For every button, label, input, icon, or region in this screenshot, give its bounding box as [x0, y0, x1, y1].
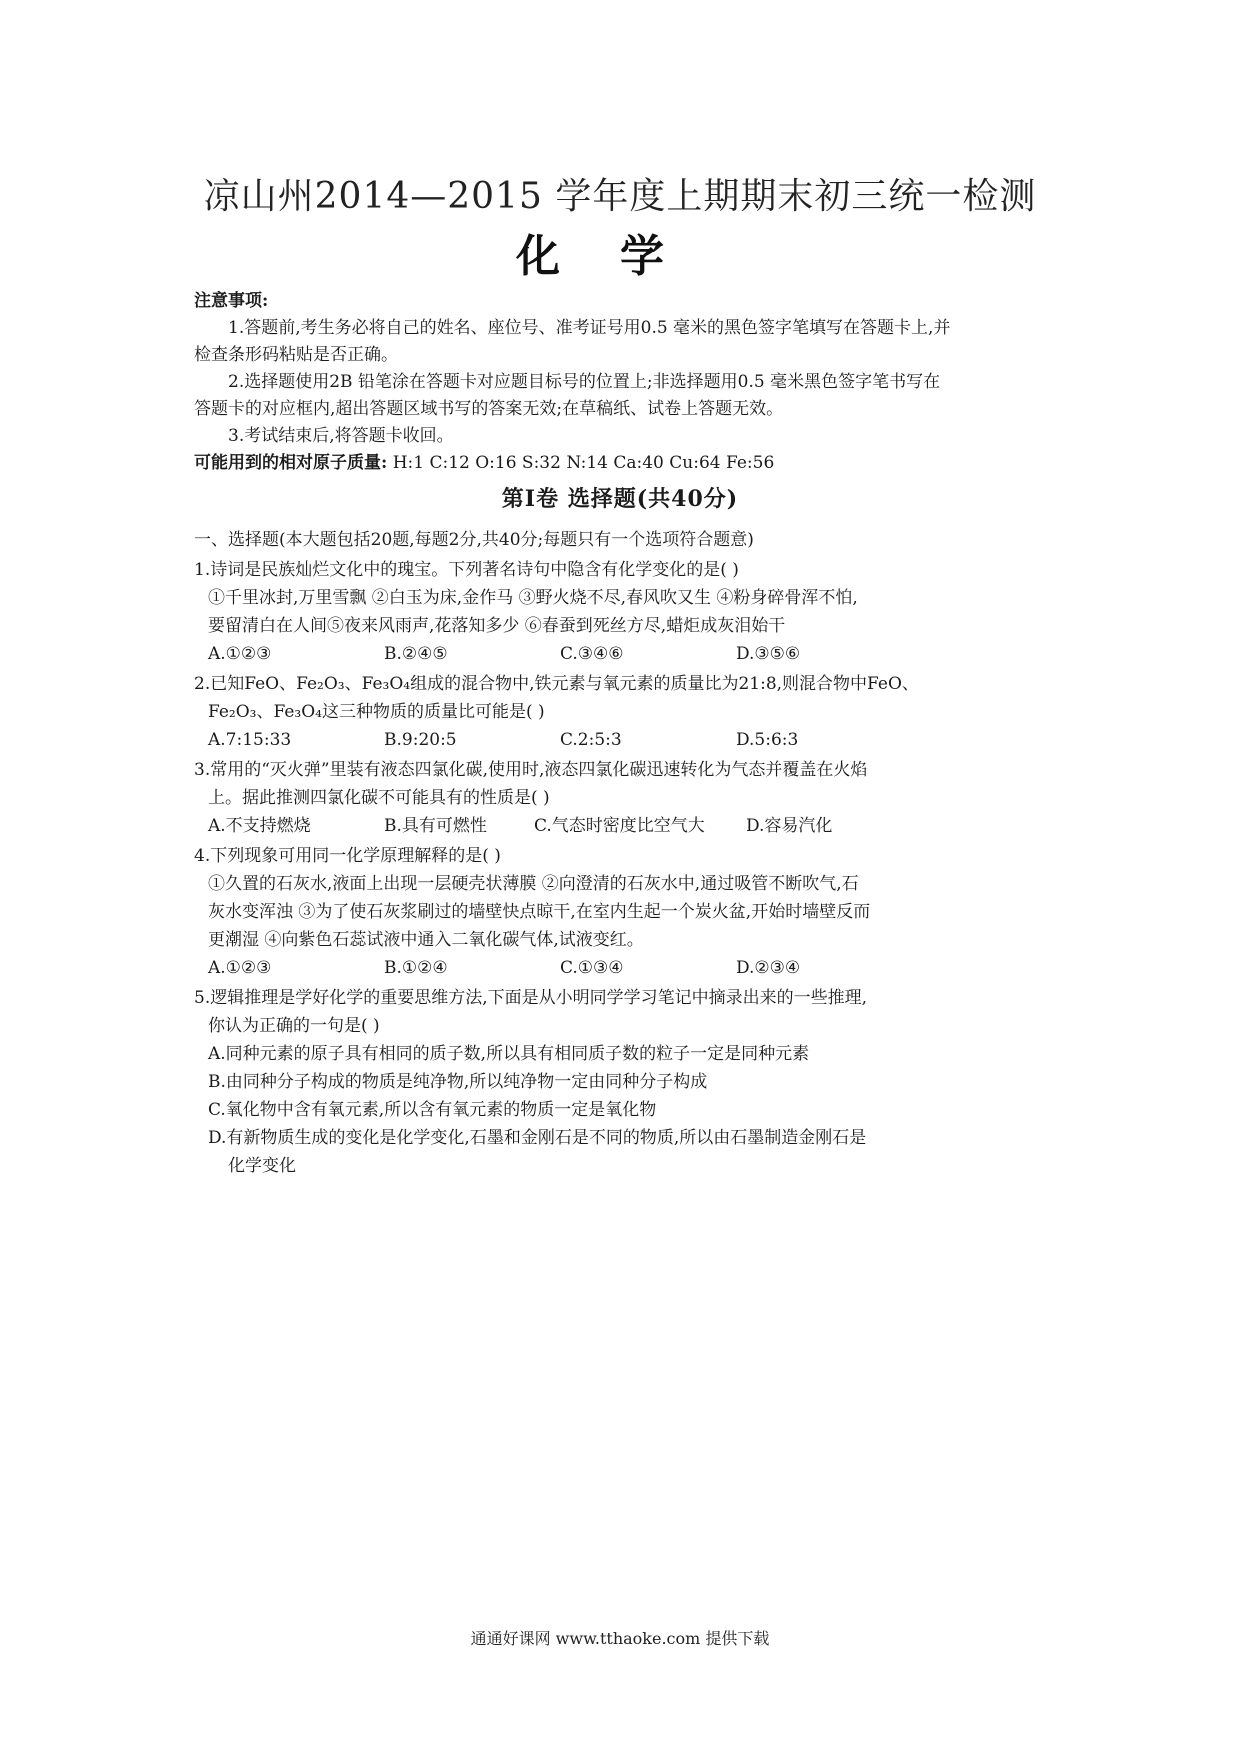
option-d: D.5:6:3: [736, 730, 799, 750]
option-c: C.①③④: [560, 958, 624, 978]
question-3-line: 上。据此推测四氯化碳不可能具有的性质是( ): [208, 788, 550, 808]
question-4-line: 更潮湿 ④向紫色石蕊试液中通入二氧化碳气体,试液变红。: [208, 930, 644, 950]
question-1-line: ①千里冰封,万里雪飘 ②白玉为床,金作马 ③野火烧不尽,春风吹又生 ④粉身碎骨浑不怕,: [208, 588, 858, 608]
notes-section: [194, 288, 954, 477]
question-4-options: [194, 954, 954, 982]
section-instruction: 一、选择题(本大题包括20题,每题2分,共40分;每题只有一个选项符合题意): [194, 530, 754, 550]
footer-credit: 通通好课网 www.tthaoke.com 提供下载: [470, 1629, 770, 1648]
option-a-long: A.同种元素的原子具有相同的质子数,所以具有相同质子数的粒子一定是同种元素: [208, 1044, 810, 1064]
option-b: B.②④⑤: [384, 644, 448, 664]
question-4-stem: 4.下列现象可用同一化学原理解释的是( ): [194, 846, 501, 866]
note-item: 1.答题前,考生务必将自己的姓名、座位号、准考证号用0.5 毫米的黑色签字笔填写在答题卡上,并检查条形码粘贴是否正确。: [194, 318, 951, 365]
question-1-line: 要留清白在人间⑤夜来风雨声,花落知多少 ⑥春蚕到死丝方尽,蜡炬成灰泪始干: [208, 616, 786, 636]
option-a: A.不支持燃烧: [208, 816, 311, 836]
option-b: B.具有可燃性: [384, 816, 487, 836]
option-b-long: B.由同种分子构成的物质是纯净物,所以纯净物一定由同种分子构成: [208, 1072, 708, 1092]
section-title: 第Ⅰ卷 选择题(共40分): [501, 486, 739, 512]
questions-section: [194, 526, 954, 1180]
subject-title: 化学: [516, 231, 724, 282]
option-a: A.①②③: [208, 958, 272, 978]
question-4-line: 灰水变浑浊 ③为了使石灰浆刷过的墙壁快点晾干,在室内生起一个炭火盆,开始时墙壁反而: [208, 902, 871, 922]
note-item: 2.选择题使用2B 铅笔涂在答题卡对应题目标号的位置上;非选择题用0.5 毫米黑色签字笔书写在答题卡的对应框内,超出答题区域书写的答案无效;在草稿纸、试卷上答题无效。: [194, 372, 941, 419]
atomic-mass-line: [194, 450, 954, 477]
option-d: D.容易汽化: [746, 816, 833, 836]
exam-title: 凉山州2014—2015 学年度上期期末初三统一检测: [203, 176, 1037, 217]
question-2-options: [194, 726, 954, 754]
option-d-long-tail: 化学变化: [228, 1156, 296, 1176]
option-b: B.9:20:5: [384, 730, 457, 750]
option-a: A.7:15:33: [208, 730, 292, 750]
note-item: 3.考试结束后,将答题卡收回。: [228, 426, 454, 446]
option-c: C.③④⑥: [560, 644, 624, 664]
notes-heading: 注意事项:: [194, 291, 269, 311]
option-b: B.①②④: [384, 958, 448, 978]
question-1-stem: 1.诗词是民族灿烂文化中的瑰宝。下列著名诗句中隐含有化学变化的是( ): [194, 560, 739, 580]
question-4-line: ①久置的石灰水,液面上出现一层硬壳状薄膜 ②向澄清的石灰水中,通过吸管不断吹气,石: [208, 874, 859, 894]
option-d: D.②③④: [736, 958, 801, 978]
option-d-long: D.有新物质生成的变化是化学变化,石墨和金刚石是不同的物质,所以由石墨制造金刚石是: [208, 1128, 867, 1148]
question-1-options: [194, 640, 954, 668]
question-5-line: 你认为正确的一句是( ): [208, 1016, 380, 1036]
option-c-long: C.氧化物中含有氧元素,所以含有氧元素的物质一定是氧化物: [208, 1100, 657, 1120]
option-c: C.气态时密度比空气大: [534, 816, 705, 836]
option-d: D.③⑤⑥: [736, 644, 801, 664]
atomic-mass-values: H:1 C:12 O:16 S:32 N:14 Ca:40 Cu:64 Fe:56: [392, 453, 775, 473]
atomic-mass-label: 可能用到的相对原子质量:: [194, 453, 388, 473]
question-2-line: Fe₂O₃、Fe₃O₄这三种物质的质量比可能是( ): [208, 702, 545, 722]
option-a: A.①②③: [208, 644, 272, 664]
question-3-stem: 3.常用的“灭火弹”里装有液态四氯化碳,使用时,液态四氯化碳迅速转化为气态并覆盖在火焰: [194, 760, 868, 780]
question-2-stem: 2.已知FeO、Fe₂O₃、Fe₃O₄组成的混合物中,铁元素与氧元素的质量比为21:8,则混合物中FeO、: [194, 674, 919, 694]
option-c: C.2:5:3: [560, 730, 622, 750]
question-3-options: [194, 812, 954, 840]
question-5-stem: 5.逻辑推理是学好化学的重要思维方法,下面是从小明同学学习笔记中摘录出来的一些推理,: [194, 988, 868, 1008]
